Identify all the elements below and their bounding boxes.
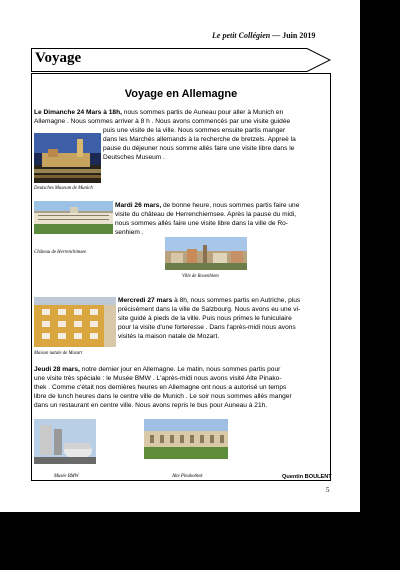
section-label: Voyage: [35, 50, 82, 66]
p4-lead: Jeudi 28 mars,: [34, 366, 80, 373]
photo-rosenheim: [165, 237, 247, 270]
journal-name: Le petit Collégien: [212, 31, 271, 40]
p1-side1: puis une visite de la ville. Nous sommes ensuite partis manger: [103, 127, 286, 134]
p4-line3: thek . Comme c'était nos dernières heures en Allemagne ont nous a autorisé un temps: [34, 384, 287, 391]
p2-line3: nous sommes allés faire une visite libre dans la ville de Ro-: [115, 220, 288, 227]
article-title: Voyage en Allemagne: [124, 88, 238, 100]
caption-chateau: Château de Herrenchimsee: [34, 250, 87, 255]
p1-side2: dans les Marchés allemands à la recherche de bretzels. Appreè la: [103, 136, 296, 143]
p3-line1: Mercredi 27 mars à 8h, nous sommes partis en Autriche, plus: [118, 297, 301, 304]
p4-line4: libre de lunch heures dans le centre ville de Munich . Le soir nous sommes allés manger: [34, 393, 292, 400]
p2-lead: Mardi 26 mars,: [115, 202, 162, 209]
caption-rosenheim: Ville de Rosenhiem: [182, 274, 219, 279]
caption-mozart: Maison natale de Mozart: [34, 351, 83, 356]
header-dash: —: [272, 31, 281, 40]
caption-alte-pinakothek: Alte Pinakothek: [172, 474, 203, 479]
caption-bmw: Musée BMW: [54, 474, 79, 479]
p3-lead: Mercredi 27 mars: [118, 297, 173, 304]
p1-line2: Allemagne . Nous sommes arriver à 8 h . Nous avons commencés par une visite guidée: [34, 118, 291, 125]
page-header: [212, 31, 315, 40]
issue-date: Juin 2019: [282, 31, 316, 40]
p2-line1: Mardi 26 mars, de bonne heure, nous sommes partis faire une: [115, 202, 300, 209]
caption-deutsches-museum: Deutsches Museum de Munich: [34, 186, 93, 191]
photo-herrenchiemsee: [34, 201, 113, 234]
p3-line2: précisément dans la ville de Salzbourg. Nous avons eu une vi-: [118, 306, 301, 313]
section-banner: [31, 48, 331, 72]
p1-line1: Le Dimanche 24 Mars à 18h, nous sommes partis de Auneau pour aller à Munich en: [34, 109, 284, 116]
p3-line3: site guidé à pieds de la ville. Puis nous primes le funiculaire: [118, 315, 292, 322]
photo-deutsches-museum: [34, 133, 101, 183]
p3-line5: visités la maison natale de Mozart.: [118, 333, 220, 340]
author-name: Quentin BOULENT: [282, 474, 332, 480]
page-number: 5: [326, 486, 330, 494]
p1-side3: pause du déjeuner nous somme allés faire une visite libre dans le: [103, 145, 295, 152]
p4-line2: une visite très spéciale : le Musée BMW . L'après-midi nous avons visité Alte Pinako-: [34, 375, 282, 382]
p1-side4: Deutsches Museum .: [103, 154, 165, 161]
p4-line1: Jeudi 28 mars, notre dernier jour en Allemagne. Le matin, nous sommes partis pour: [34, 366, 281, 373]
p1-lead: Le Dimanche 24 Mars à 18h,: [34, 109, 122, 116]
p2-line4: senhiem .: [115, 229, 144, 236]
photo-bmw-museum: [34, 419, 96, 464]
p4-line5: dans un restaurant en centre ville. Nous avons repris le bus pour Auneau à 21h.: [34, 402, 268, 409]
p2-line2: visite du château de Herrenchiemsee. Après la pause du midi,: [115, 211, 297, 218]
photo-alte-pinakothek: [144, 419, 228, 459]
p3-line4: pour la visite d'une forteresse . Dans l'après-midi nous avons: [118, 324, 296, 331]
photo-mozart-house: [34, 297, 116, 347]
